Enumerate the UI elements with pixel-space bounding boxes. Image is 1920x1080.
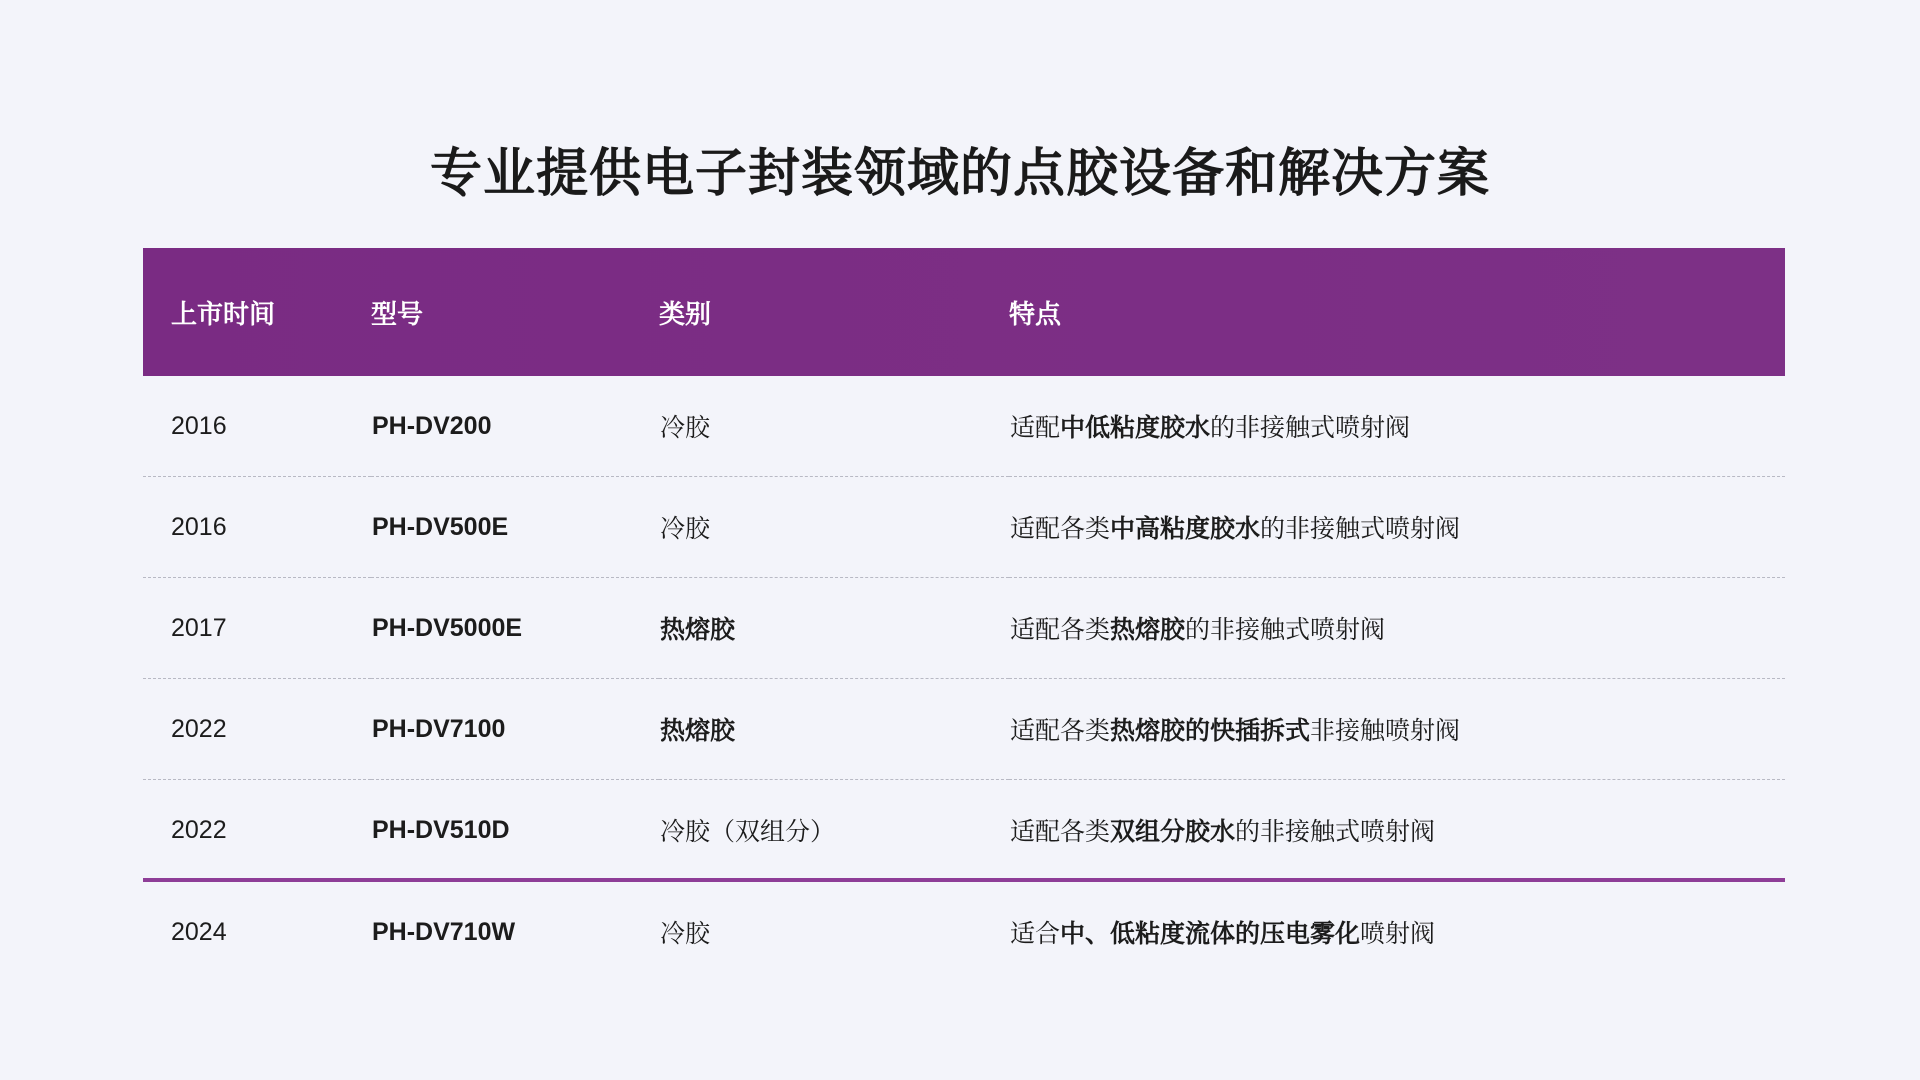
table-row — [143, 578, 1785, 679]
table-row — [143, 477, 1785, 578]
product-table — [143, 248, 1785, 982]
cell-model: PH-DV7100 — [371, 679, 659, 780]
cell-features: 适配各类双组分胶水的非接触式喷射阀 — [1009, 780, 1785, 882]
product-table-container — [143, 248, 1785, 982]
cell-features: 适配各类热熔胶的快插拆式非接触喷射阀 — [1009, 679, 1785, 780]
cell-features: 适合中、低粘度流体的压电雾化喷射阀 — [1009, 881, 1785, 982]
cell-category: 冷胶 — [659, 376, 1009, 477]
cell-category: 热熔胶 — [659, 679, 1009, 780]
table-row — [143, 780, 1785, 882]
table-row — [143, 881, 1785, 982]
table-row — [143, 376, 1785, 477]
table-header-row — [143, 248, 1785, 376]
cell-model: PH-DV710W — [371, 881, 659, 982]
cell-launch-date: 2016 — [143, 376, 371, 477]
table-bottom-rule — [143, 878, 1785, 880]
cell-features: 适配各类中高粘度胶水的非接触式喷射阀 — [1009, 477, 1785, 578]
cell-category: 热熔胶 — [659, 578, 1009, 679]
cell-features: 适配中低粘度胶水的非接触式喷射阀 — [1009, 376, 1785, 477]
cell-model: PH-DV200 — [371, 376, 659, 477]
cell-launch-date: 2017 — [143, 578, 371, 679]
cell-category: 冷胶（双组分） — [659, 780, 1009, 882]
cell-features: 适配各类热熔胶的非接触式喷射阀 — [1009, 578, 1785, 679]
cell-category: 冷胶 — [659, 881, 1009, 982]
table-header-cell-category: 类别 — [659, 298, 712, 329]
table-row — [143, 679, 1785, 780]
table-header-cell-launch-date: 上市时间 — [171, 298, 276, 329]
cell-model: PH-DV5000E — [371, 578, 659, 679]
cell-launch-date: 2024 — [143, 881, 371, 982]
page-title: 专业提供电子封装领域的点胶设备和解决方案 — [429, 144, 1490, 203]
cell-launch-date: 2016 — [143, 477, 371, 578]
cell-category: 冷胶 — [659, 477, 1009, 578]
cell-launch-date: 2022 — [143, 679, 371, 780]
table-header — [143, 248, 1785, 376]
table-header-cell-model: 型号 — [371, 298, 424, 329]
cell-model: PH-DV500E — [371, 477, 659, 578]
table-header-cell-features: 特点 — [1009, 298, 1062, 329]
cell-launch-date: 2022 — [143, 780, 371, 882]
table-body — [143, 376, 1785, 982]
cell-model: PH-DV510D — [371, 780, 659, 882]
